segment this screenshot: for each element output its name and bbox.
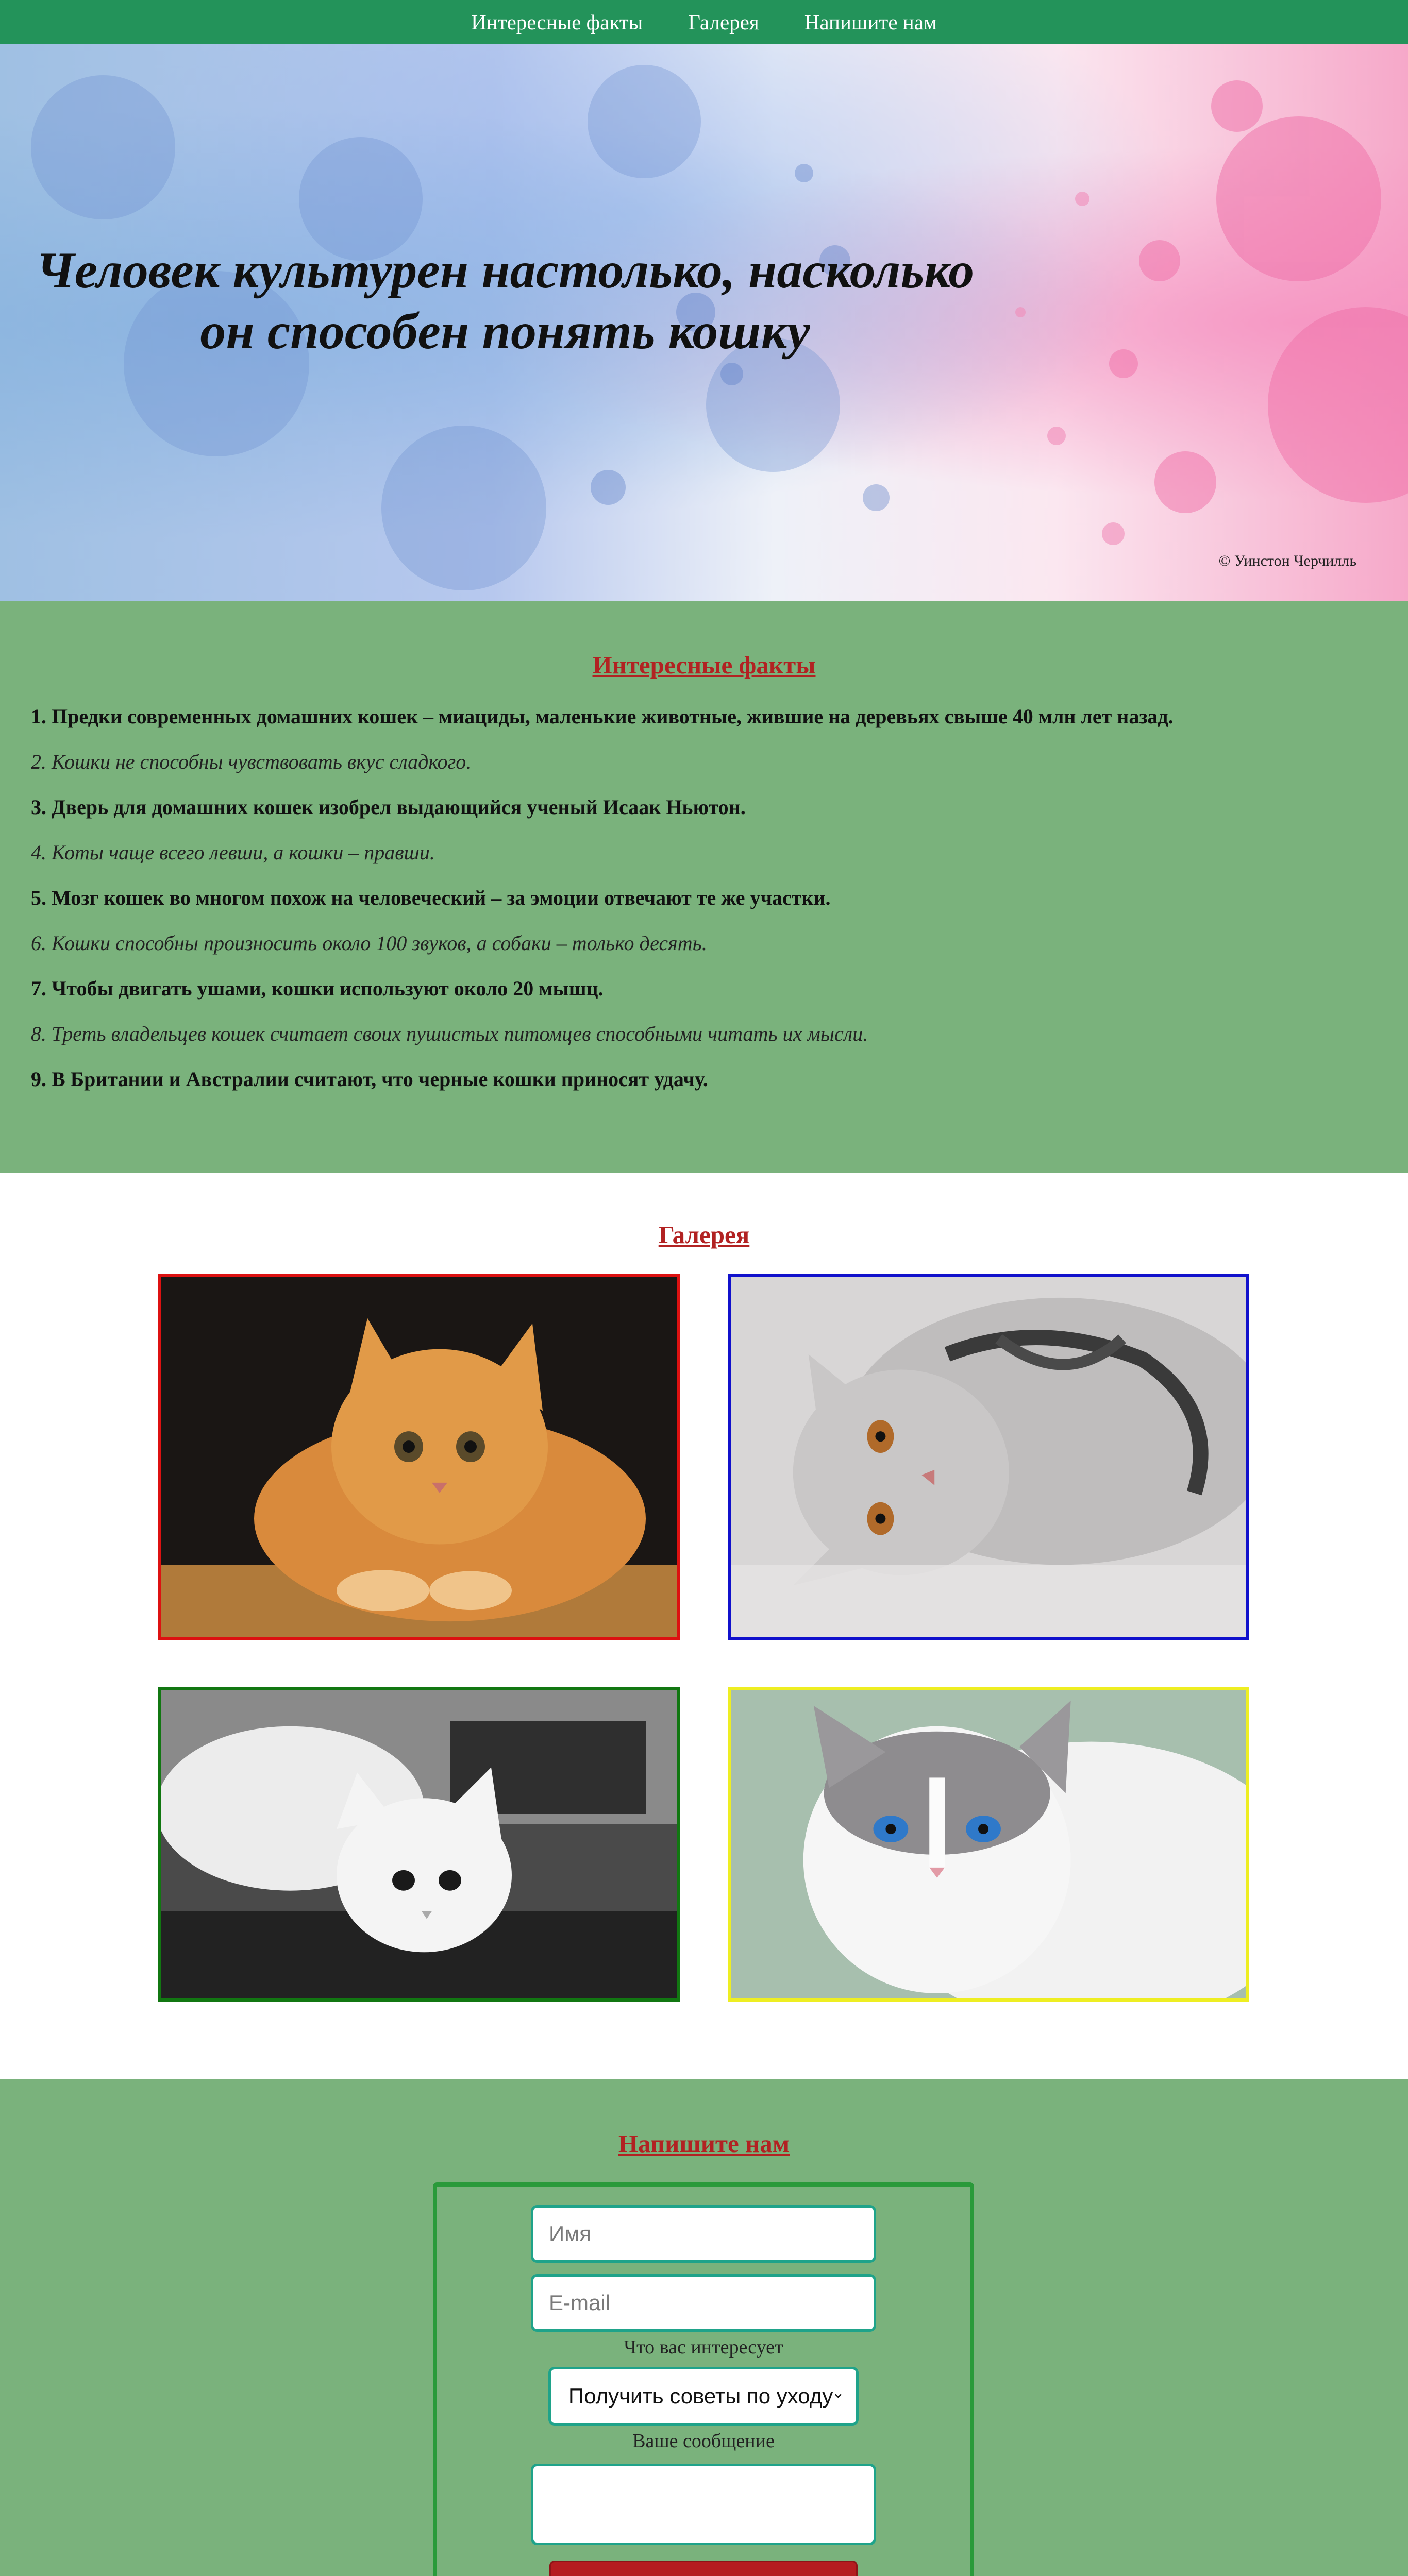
facts-section bbox=[0, 601, 1408, 1173]
gallery-section bbox=[0, 1173, 1408, 2079]
photo-silver-tabby-cat bbox=[728, 1274, 1249, 1640]
chevron-down-icon: ⌄ bbox=[831, 2384, 845, 2401]
contact-section bbox=[0, 2079, 1408, 2576]
hero-banner bbox=[0, 44, 1408, 601]
submit-button[interactable] bbox=[549, 2561, 858, 2576]
fact-item: 1. Предки современных домашних кошек – миациды, маленькие животные, жившие на деревьях свыше 40 млн лет назад. bbox=[52, 701, 1392, 747]
fact-item: 9. В Британии и Австралии считают, что черные кошки приносят удачу. bbox=[52, 1064, 1392, 1109]
hero-quote: Человек культурен настолько, насколько он способен понять кошку bbox=[36, 242, 975, 360]
facts-list bbox=[0, 701, 1392, 1109]
interest-selected-value: Получить советы по уходу bbox=[568, 2384, 833, 2408]
nav-link-contact[interactable]: Напишите нам bbox=[804, 10, 937, 34]
quote-author: © Уинстон Черчилль bbox=[1218, 552, 1356, 569]
interest-select[interactable] bbox=[548, 2367, 859, 2426]
fact-item: 7. Чтобы двигать ушами, кошки используют около 20 мышц. bbox=[52, 973, 1392, 1019]
photo-white-cat-bw bbox=[158, 1687, 680, 2002]
name-input[interactable]: Имя bbox=[531, 2205, 876, 2263]
contact-form bbox=[433, 2182, 974, 2576]
top-nav bbox=[0, 0, 1408, 44]
nav-link-facts[interactable]: Интересные факты bbox=[471, 10, 643, 34]
fact-item: 4. Коты чаще всего левши, а кошки – правши. bbox=[52, 837, 1392, 883]
fact-item: 5. Мозг кошек во многом похож на человеческий – за эмоции отвечают те же участки. bbox=[52, 883, 1392, 928]
fact-item: 2. Кошки не способны чувствовать вкус сладкого. bbox=[52, 747, 1392, 792]
fact-item: 3. Дверь для домашних кошек изобрел выдающийся ученый Исаак Ньютон. bbox=[52, 792, 1392, 837]
photo-ginger-kitten bbox=[158, 1274, 680, 1640]
gallery-title: Галерея bbox=[658, 1221, 750, 1249]
photo-fluffy-blue-eyed-cat bbox=[728, 1687, 1249, 2002]
nav-link-gallery[interactable]: Галерея bbox=[688, 10, 759, 34]
email-input[interactable]: E-mail bbox=[531, 2274, 876, 2332]
fact-item: 6. Кошки способны произносить около 100 звуков, а собаки – только десять. bbox=[52, 928, 1392, 973]
interest-label: Что вас интересует bbox=[624, 2336, 783, 2358]
message-label: Ваше сообщение bbox=[632, 2430, 775, 2452]
facts-title: Интересные факты bbox=[592, 651, 816, 679]
fact-item: 8. Треть владельцев кошек считает своих пушистых питомцев способными читать их мысли. bbox=[52, 1019, 1392, 1064]
contact-title: Напишите нам bbox=[618, 2129, 790, 2158]
message-textarea[interactable] bbox=[531, 2464, 876, 2545]
